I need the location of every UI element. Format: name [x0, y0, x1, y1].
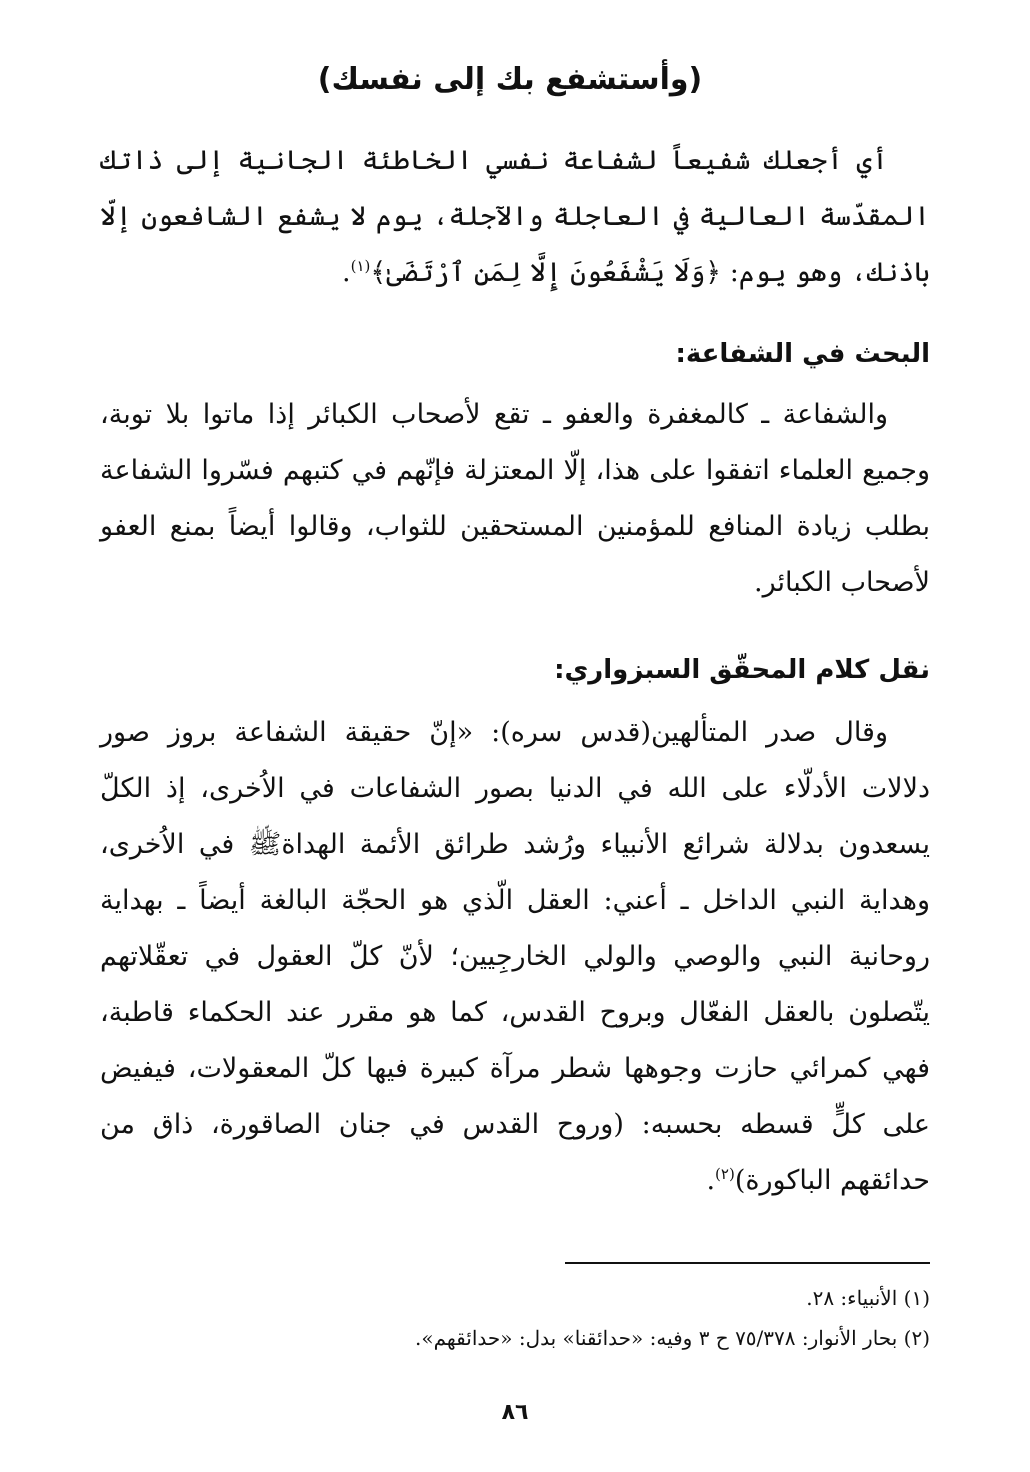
page-number: ٨٦ — [501, 1400, 529, 1425]
footnote-marker: (١) — [350, 257, 371, 275]
section-title: (وأستشفع بك إلى نفسك) — [317, 62, 703, 97]
paragraph-end: . — [342, 257, 351, 288]
paragraph-text: والشفاعة ـ كالمغفرة والعفو ـ تقع لأصحاب الكبائر إذا ماتوا بلا توبة، وجميع العلماء اتفقوا على هذا، إلّا المعتزلة فإنّهم في كتبهم فسّروا الشفاعة بطلب زيادة المنافع للمؤمنين المستحقين للثواب، وقالوا أيضاً بمنع العفو لأصحاب الكبائر. — [100, 399, 930, 598]
footnote-marker: (٢) — [715, 1165, 735, 1183]
footnote-1: (١) الأنبياء: ٢٨. — [806, 1286, 930, 1310]
footnote-divider — [565, 1262, 930, 1264]
paragraph-text: وقال صدر المتألهين(قدس سره): «إنّ حقيقة الشفاعة بروز صور دلالات الأدلّاء على الله في الدنيا بصور الشفاعات في الاُخرى، إذ الكلّ يسعدون بدلالة شرائع الأنبياء ورُشد طرائق الأئمة الهداةﷺ في الاُخرى، وهداية النبي الداخل ـ أعني: العقل الّذي هو الحجّة البالغة أيضاً ـ بهداية روحانية النبي والوصي والولي الخارجِيين؛ لأنّ كلّ العقول في تعقّلاتهم يتّصلون بالعقل الفعّال وبروح القدس، كما هو مقرر عند الحكماء قاطبة، فهي كمرائي حازت وجوهها شطر مرآة كبيرة فيها كلّ المعقولات، فيفيض على كلٍّ قسطه بحسبه: (وروح القدس في جنان الصاقورة، ذاق من حدائقهم الباكورة) — [100, 717, 930, 1196]
paragraph-intercession-scholars — [100, 387, 930, 611]
paragraph-text: أي أجعلك شفيعاً لشفاعة نفسي الخاطئة الجانية إلى ذاتك المقدّسة العالية في العاجلة والآجلة، يوم لا يشفع الشافعون إلّا باذنك، وهو يوم: ﴿وَلَا يَشْفَعُونَ إِلَّا لِمَنِ ٱرْتَضَىٰ﴾ — [100, 145, 930, 288]
paragraph-intercession-meaning — [100, 133, 930, 301]
paragraph-end: . — [706, 1165, 716, 1196]
footnotes — [100, 1278, 930, 1358]
subheading-intercession-research: البحث في الشفاعة: — [675, 339, 930, 369]
footnote-2: (٢) بحار الأنوار: ٧٥/٣٧٨ ح ٣ وفيه: «حدائقنا» بدل: «حدائقهم». — [415, 1326, 930, 1350]
subheading-sabzawari-quote: نقل كلام المحقّق السبزواري: — [554, 655, 930, 685]
paragraph-sadr-quote — [100, 705, 930, 1209]
